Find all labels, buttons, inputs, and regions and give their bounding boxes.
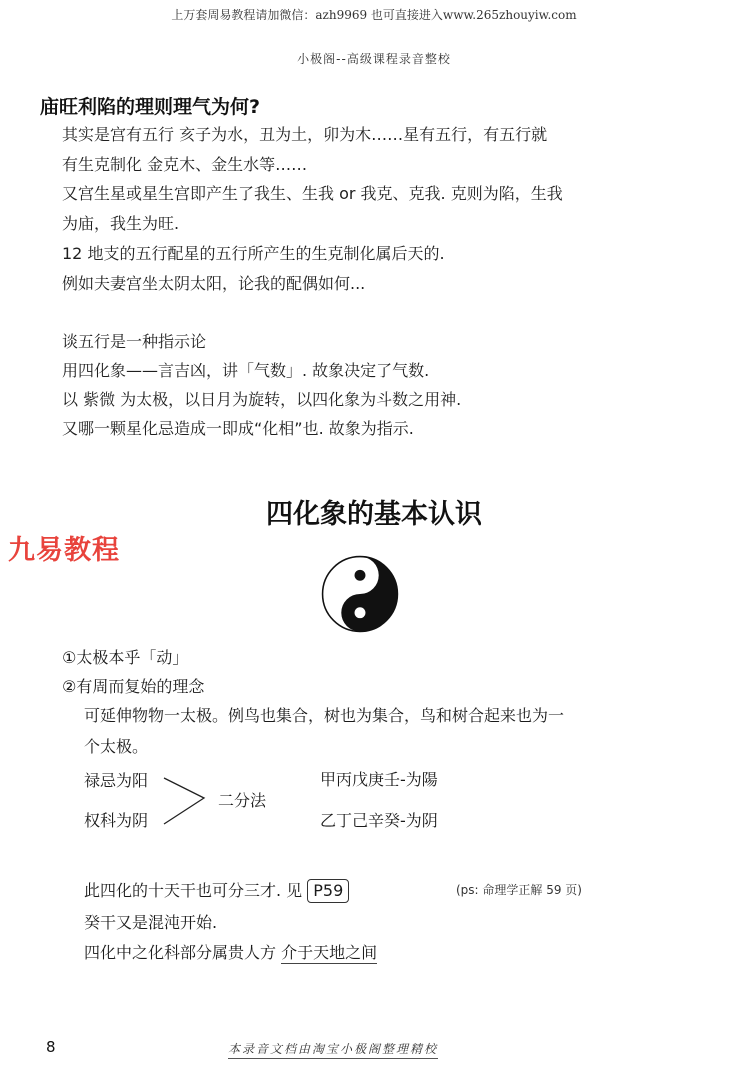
text-line: 谈五行是一种指示论 (62, 332, 207, 351)
text-line: 可延伸物物一太极。例鸟也集合，树也为集合，鸟和树合起来也为一 (84, 706, 565, 725)
text-line: 有生克制化 金克木、金生水等…… (62, 155, 308, 174)
text-line: 例如夫妻宫坐太阴太阳，论我的配偶如何... (62, 274, 366, 293)
text-line: 为庙，我生为旺. (62, 214, 180, 233)
note-line: 癸干又是混沌开始. (84, 913, 218, 932)
page-number: 8 (46, 1038, 56, 1056)
note-line (84, 940, 377, 963)
diagram-right-bottom: 乙丁己辛癸-为阴 (320, 811, 438, 830)
page-reference-box: P59 (307, 879, 349, 903)
text-line: 用四化象——言吉凶，讲「气数」. 故象决定了气数. (62, 361, 430, 380)
list-item: ①太极本乎「动」 (62, 648, 189, 667)
underlined-phrase: 介于天地之间 (281, 943, 378, 962)
yin-yang-icon (321, 555, 399, 633)
list-item: ②有周而复始的理念 (62, 677, 205, 696)
bracket-lines (160, 770, 220, 830)
footer-note: 本录音文档由淘宝小极阁整理精校 (228, 1040, 438, 1059)
section-heading: 庙旺利陷的理则理气为何? (40, 96, 261, 118)
diagram-middle: 二分法 (218, 791, 267, 810)
page-title: 四化象的基本认识 (266, 499, 482, 530)
text-line: 以 紫微 为太极，以日月为旋转，以四化象为斗数之用神. (62, 390, 462, 409)
diagram-left-top: 禄忌为阳 (84, 771, 149, 790)
text-line: 又宫生星或星生宫即产生了我生、生我 or 我克、克我. 克则为陷，生我 (62, 184, 563, 203)
course-subtitle: 小极阁--高级课程录音整校 (297, 52, 451, 66)
note-text: 四化中之化科部分属贵人方 (84, 943, 282, 962)
top-contact-note: 上万套周易教程请加微信：azh9969 也可直接进入www.265zhouyiw.com (171, 8, 577, 22)
text-line: 个太极。 (84, 737, 149, 756)
watermark-logo: 九易教程 (8, 535, 120, 566)
text-line: 12 地支的五行配星的五行所产生的生克制化属后天的. (62, 244, 445, 263)
ps-note: (ps: 命理学正解 59 页) (456, 883, 582, 897)
diagram-left-bottom: 权科为阴 (84, 811, 149, 830)
note-text: 此四化的十天干也可分三才. 见 (84, 881, 303, 900)
note-line (84, 878, 349, 903)
text-line: 其实是宫有五行 亥子为水，丑为土，卯为木……星有五行，有五行就 (62, 125, 548, 144)
diagram-right-top: 甲丙戊庚壬-为陽 (320, 770, 438, 789)
text-line: 又哪一颗星化忌造成一即成“化相”也. 故象为指示. (62, 419, 414, 438)
